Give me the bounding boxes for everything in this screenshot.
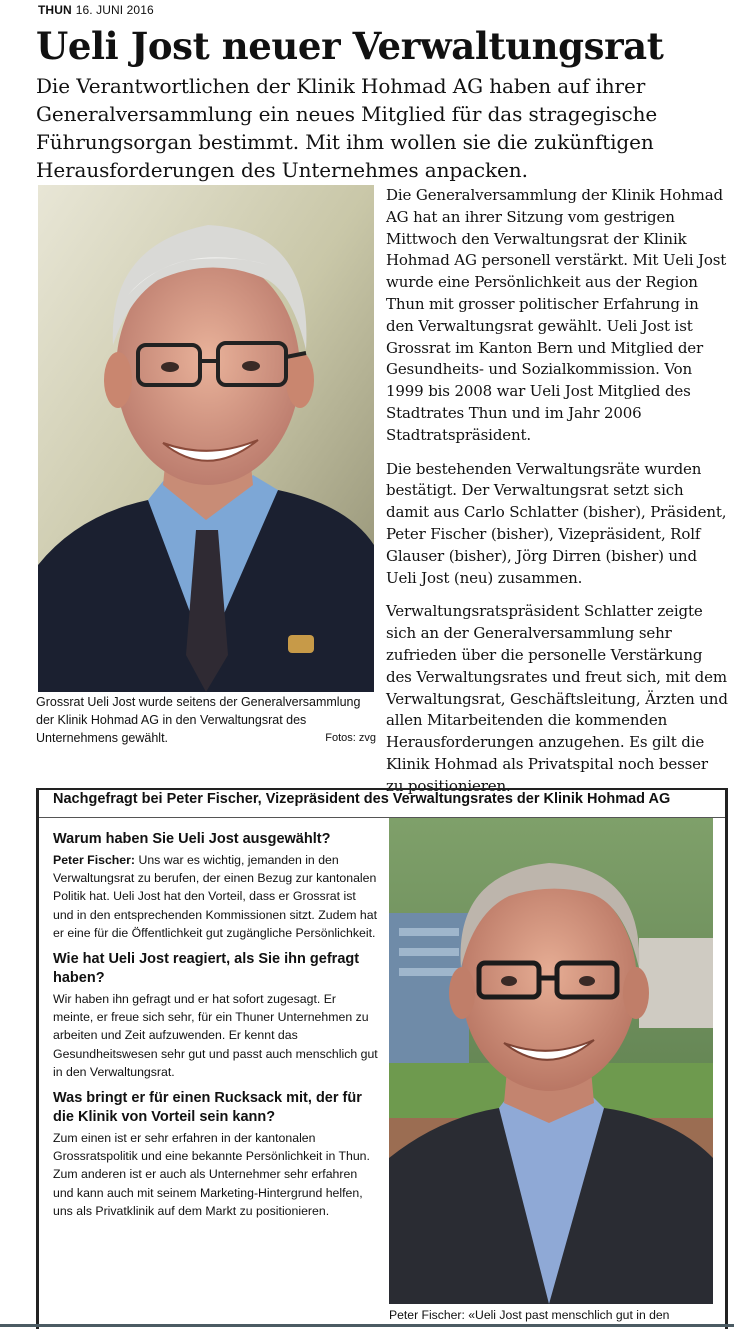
interview-answer-text: Uns war es wichtig, jemanden in den Verwaltungsrat zu berufen, der einen Bezug zur kantonalen Politik hat. Ueli Jost hat den Vorteil, dass er Grossrat ist und in den entsprechenden Kommissionen sitzt. Zudem hat er eine für die Öffentlichkeit gut zugängliche Persönlichkeit. [53,853,378,940]
interview-title: Nachgefragt bei Peter Fischer, Vizepräsident des Verwaltungsrates der Klinik Hohmad AG [53,791,671,807]
interview-question: Was bringt er für einen Rucksack mit, der für die Klinik von Vorteil sein kann? [53,1090,362,1126]
portrait-photo-peter-fischer [389,818,713,1304]
interview-question: Wie hat Ueli Jost reagiert, als Sie ihn gefragt haben? [53,951,360,987]
article-body [386,185,728,810]
portrait-photo-ueli-jost [38,185,374,692]
body-paragraph: Die Generalversammlung der Klinik Hohmad AG hat an ihrer Sitzung vom gestrigen Mittwoch den Verwaltungsrat der Klinik Hohmad AG personell verstärkt. Mit Ueli Jost wurde eine Persönlichkeit aus der Region Thun mit grosser politischer Erfahrung in den Verwaltungsrat gewählt. Ueli Jost ist Grossrat im Kanton Bern und Mitglied der Gesundheits- und Sozialkommission. Von 1999 bis 2008 war Ueli Jost Mitglied des Stadtrates Thun und im Jahr 2006 Stadtratspräsident. [386,186,727,444]
photo-caption [36,693,376,747]
article-lead: Die Verantwortlichen der Klinik Hohmad AG haben auf ihrer Generalversammlung ein neues Mitglied für das stragegische Führungsorgan bestimmt. Mit ihm wollen sie die zukünftigen Herausforderungen des Unternehmes anpacken. [36,74,658,182]
dateline-date: 16. JUNI 2016 [75,3,154,17]
dateline [38,3,154,17]
portrait-illustration [389,818,713,1304]
dateline-place: THUN [38,3,72,17]
interview-question: Warum haben Sie Ueli Jost ausgewählt? [53,831,331,847]
photo-caption-text: Grossrat Ueli Jost wurde seitens der Generalversammlung der Klinik Hohmad AG in den Verwaltungsrat des Unternehmens gewählt. [36,695,361,745]
interview-photo-caption: Peter Fischer: «Ueli Jost past menschlich gut in den [389,1308,670,1322]
interview-answer: Wir haben ihn gefragt und er hat sofort zugesagt. Er meinte, er freue sich sehr, für ein Thuner Unternehmen zu arbeiten und Zeit aufzuwenden. Er kennt das Gesundheitswesen sehr gut und passt auch menschlich gut in den Verwaltungsrat. [53,992,378,1079]
interview-speaker: Peter Fischer: [53,853,136,867]
interview-qa [53,830,379,1228]
interview-answer [53,851,379,942]
interview-box [36,788,728,1329]
body-paragraph: Verwaltungsratspräsident Schlatter zeigte sich an der Generalversammlung sehr zufrieden über die personelle Verstärkung des Verwaltungsrates und freut sich, mit dem Verwaltungsrat, Geschäftsleitung, Ärzten und allen Mitarbeitenden die kommenden Herausforderungen anzugehen. Es gilt die Klinik Hohmad als Privatspital noch besser zu positionieren. [386,602,728,795]
portrait-illustration [38,185,374,692]
photo-credit: Fotos: zvg [325,732,376,744]
article-headline: Ueli Jost neuer Verwaltungsrat [36,24,664,68]
body-paragraph: Die bestehenden Verwaltungsräte wurden bestätigt. Der Verwaltungsrat setzt sich damit aus Carlo Schlatter (bisher), Präsident, Peter Fischer (bisher), Vizepräsident, Rolf Glauser (bisher), Jörg Dirren (bisher) und Ueli Jost (neu) zusammen. [386,459,727,587]
interview-answer: Zum einen ist er sehr erfahren in der kantonalen Grossratspolitik und eine bekannte Persönlichkeit in Thun. Zum anderen ist er auch als Unternehmer sehr erfahren und kann auch mit seinem Marketing-Hintergrund helfen, uns als Privatklinik auf dem Markt zu positionieren. [53,1131,370,1218]
